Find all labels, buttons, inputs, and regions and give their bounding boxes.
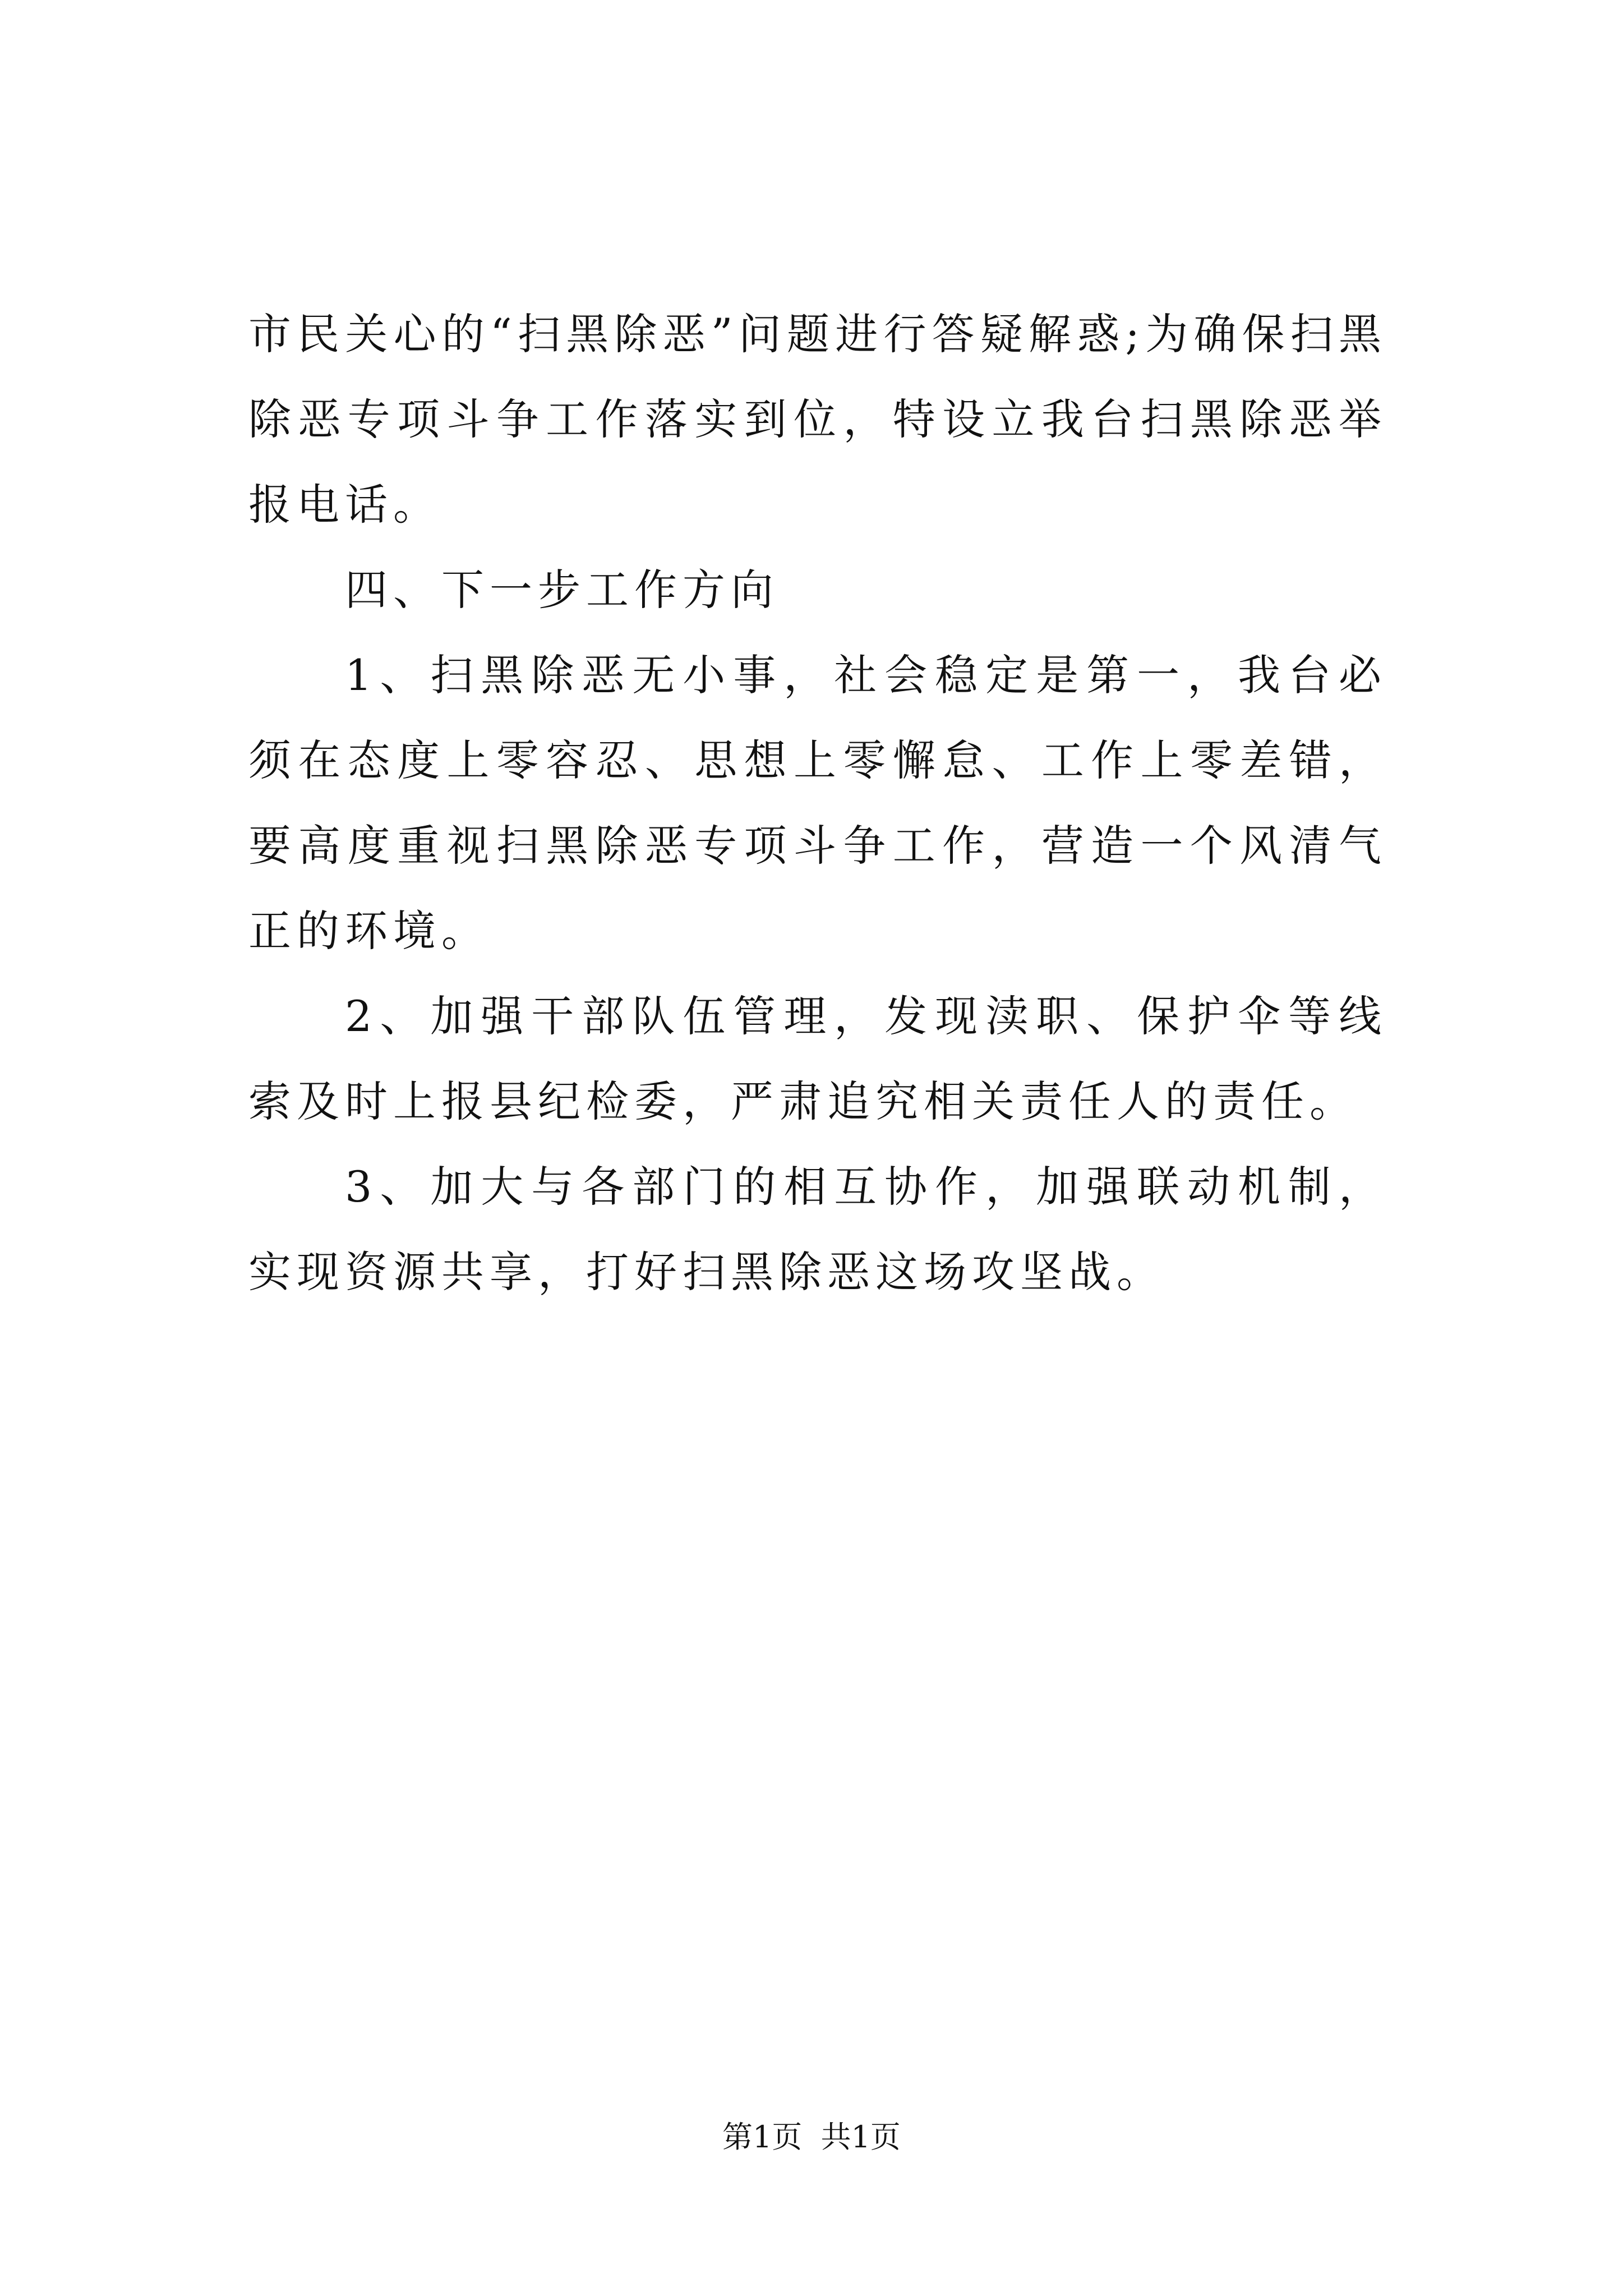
page-number-total: 共1页 xyxy=(820,2119,901,2155)
paragraph-item-2: 2、加强干部队伍管理，发现渎职、保护伞等线索及时上报县纪检委，严肃追究相关责任人的责任。 xyxy=(248,991,1387,1126)
page-number-current: 第1页 xyxy=(722,2119,803,2155)
document-body xyxy=(248,292,1387,1315)
paragraph-item-1: 1、扫黑除恶无小事，社会稳定是第一，我台必须在态度上零容忍、思想上零懈怠、工作上零差错，要高度重视扫黑除恶专项斗争工作，营造一个风清气正的环境。 xyxy=(248,650,1387,956)
page-footer xyxy=(0,2115,1623,2160)
paragraph-item-3: 3、加大与各部门的相互协作，加强联动机制，实现资源共享，打好扫黑除恶这场攻坚战。 xyxy=(248,1162,1387,1297)
section-heading: 四、下一步工作方向 xyxy=(345,565,779,615)
paragraph-continued: 市民关心的“扫黑除恶”问题进行答疑解惑;为确保扫黑除恶专项斗争工作落实到位，特设立我台扫黑除恶举报电话。 xyxy=(248,309,1387,530)
